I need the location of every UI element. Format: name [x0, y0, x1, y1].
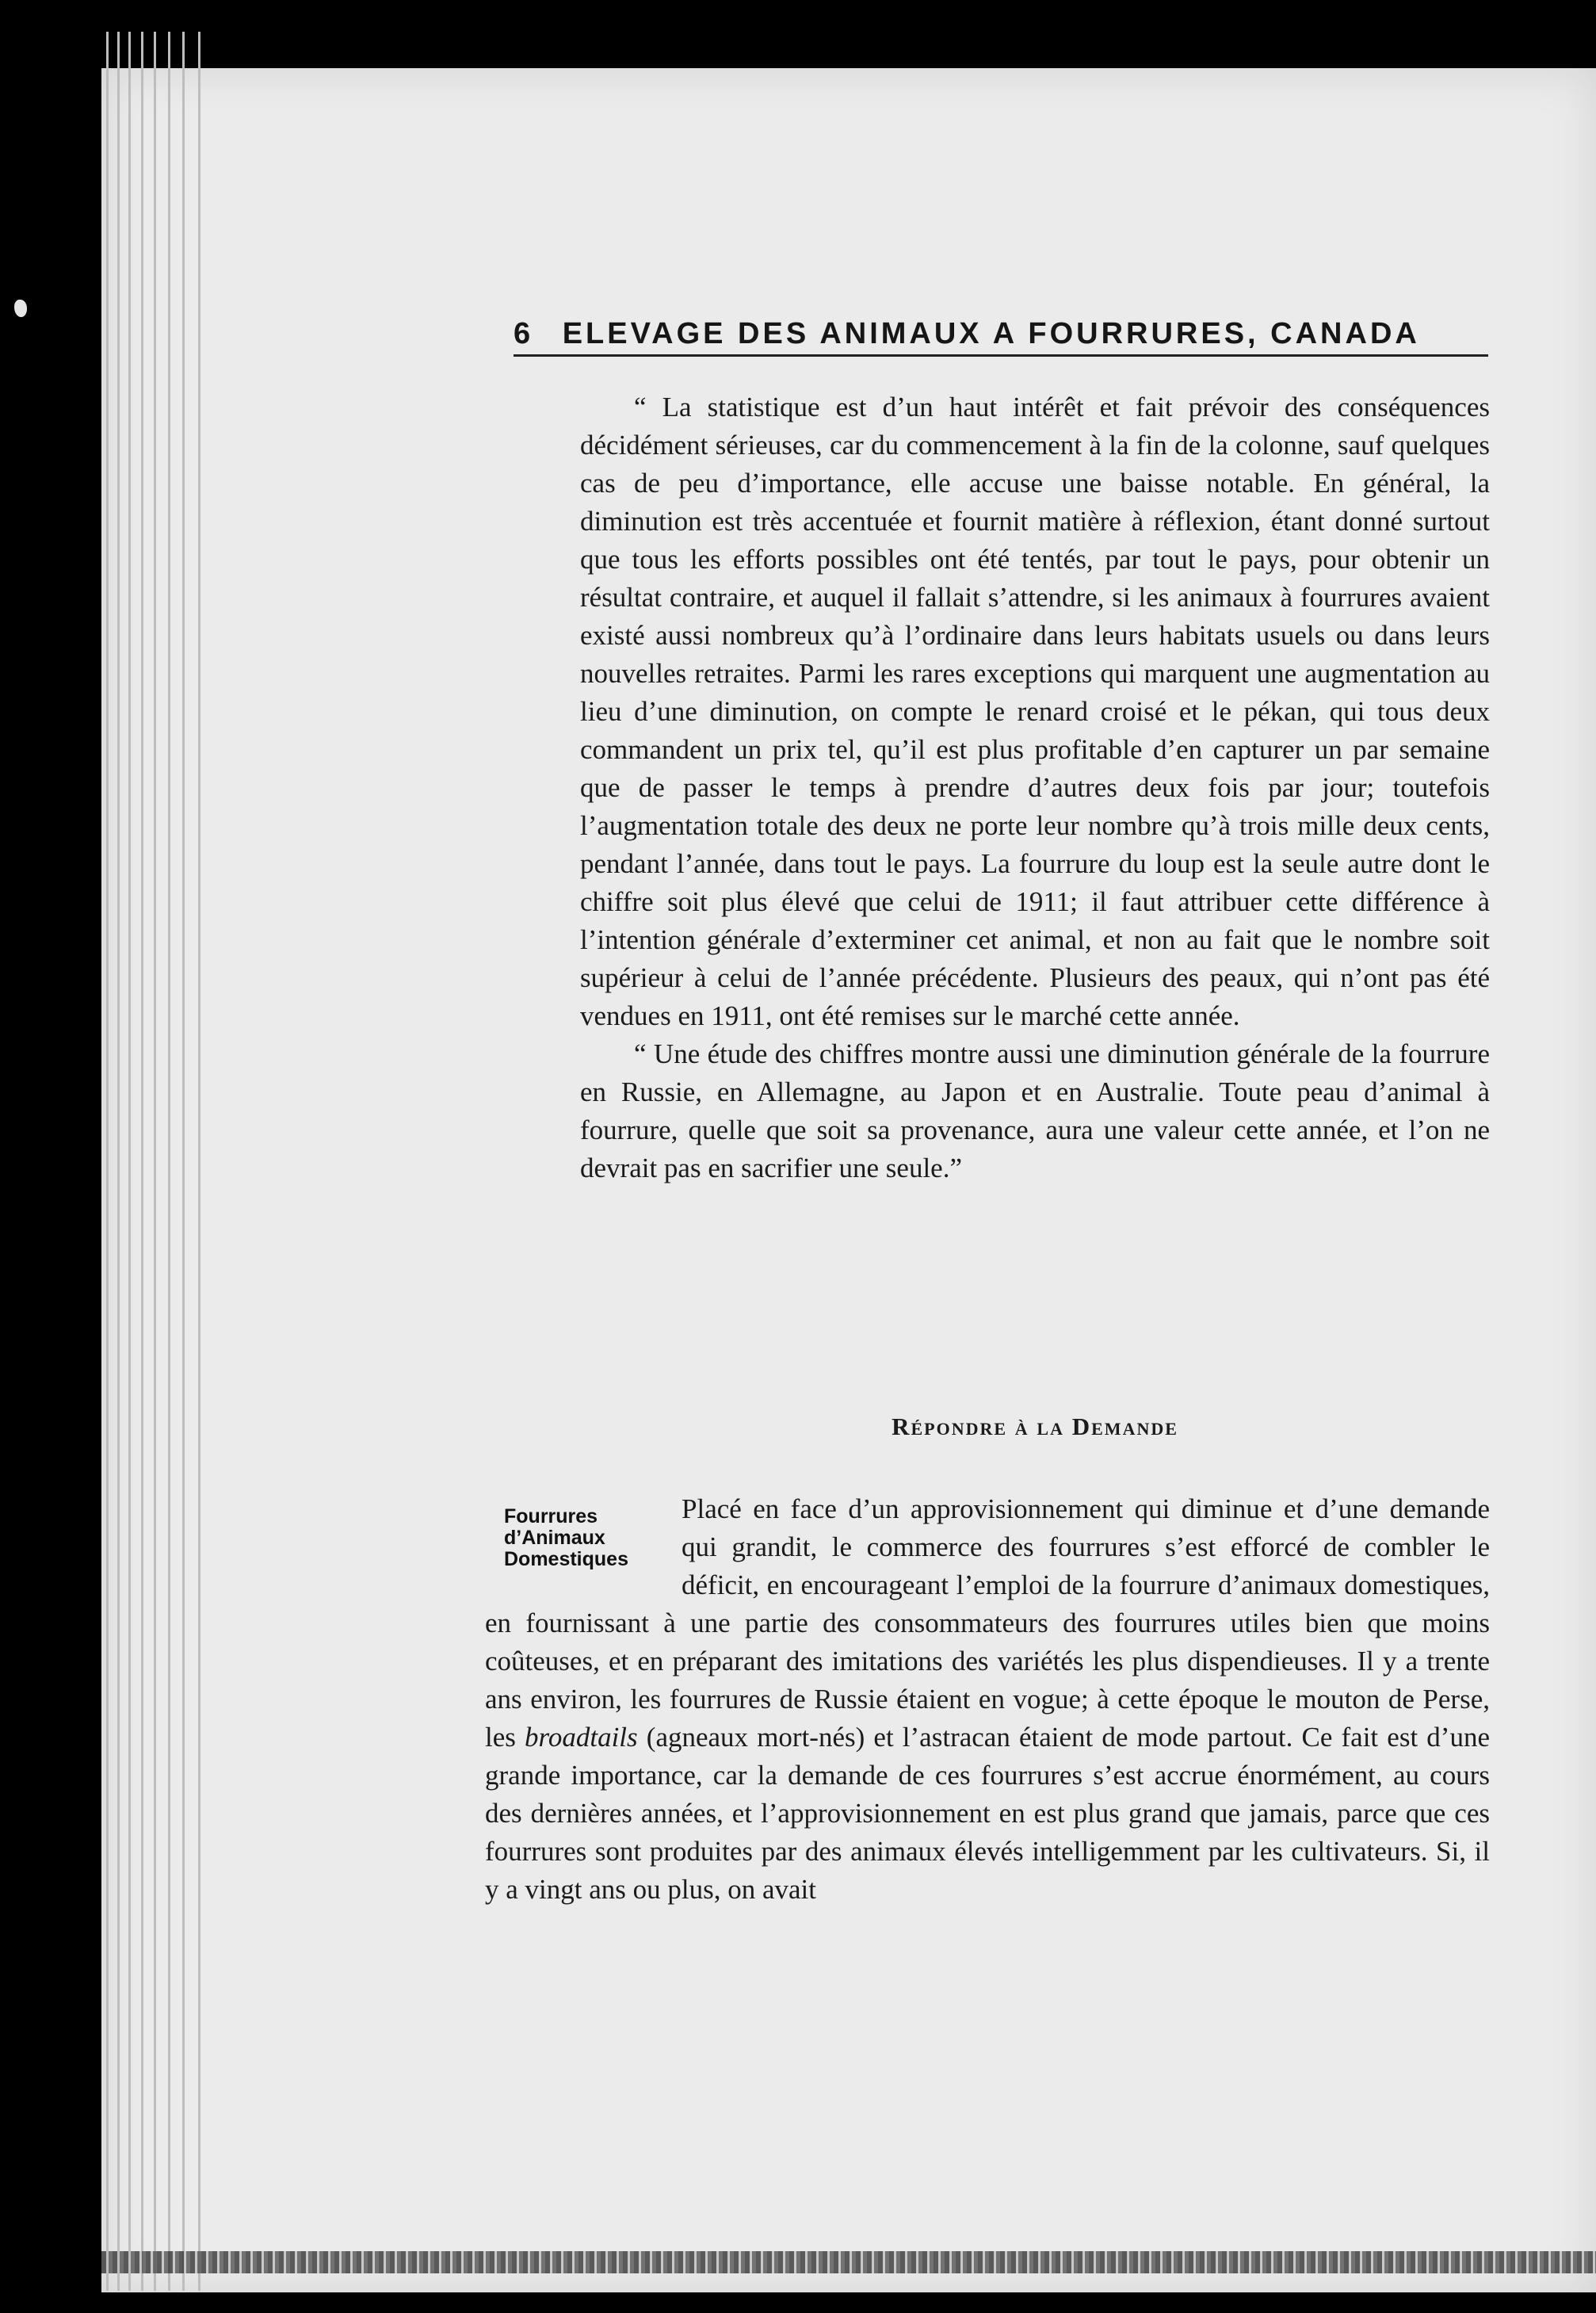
quote-paragraph-1: “ La statistique est d’un haut intérêt et fait prévoir des conséquences décidément sérieuses, car du commencement à la fin de la colonne, sauf quelques cas de peu d’importance, elle accuse une baisse notable. En général, la diminution est très accentuée et fournit matière à réflexion, étant donné surtout que tous les efforts possibles ont été tentés, par tout le pays, pour obtenir un résultat contraire, et auquel il fallait s’attendre, si les animaux à fourrures avaient existé aussi nombreux qu’à l’ordinaire dans leurs habitats usuels ou dans leurs nouvelles retraites. Parmi les rares exceptions qui marquent une augmentation au lieu d’une diminution, on compte le renard croisé et le pékan, qui tous deux commandent un prix tel, qu’il est plus profitable d’en capturer un par semaine que de passer le temps à prendre d’autres deux fois par jour; toutefois l’augmentation totale des deux ne porte leur nombre qu’à trois mille deux cents, pendant l’année, dans tout le pays. La fourrure du loup est la seule autre dont le chiffre soit plus élevé que celui de 1911; il faut attribuer cette différence à l’intention générale d’exterminer cet animal, et non au fait que le nombre soit supérieur à celui de l’année précédente. Plusieurs des peaux, qui n’ont pas été vendues en 1911, ont été remises sur le marché cette année. — [580, 392, 1490, 1031]
quoted-text — [580, 388, 1490, 1187]
quote-paragraph-2: “ Une étude des chiffres montre aussi une diminution générale de la fourrure en Russie, en Allemagne, au Japon et en Australie. Toute peau d’animal à fourrure, quelle que soit sa provenance, aura une valeur cette année, et l’on ne devrait pas en sacrifier une seule.” — [580, 1038, 1490, 1183]
marginal-note-space — [485, 1490, 682, 1604]
running-header — [514, 317, 1488, 357]
section-heading: Répondre à la Demande — [892, 1413, 1178, 1440]
page-bottom-edge — [101, 2251, 1596, 2273]
section-text-start: Placé en face d’un approvisionnement qui diminue et d’une demande qui grandit, le commerce des fourrures s’est efforcé de combler le déficit, en encourageant l’emploi de la fourrure d’animaux domestiques, en fournissant à une partie des consommateurs des fourrures utiles bien que moins coûteuses, et en préparant des imitations des variétés les plus dispendieuses. Il y a trente ans environ, les fourrures de Russie étaient en vogue; à cette époque le mouton de Perse, les — [485, 1493, 1490, 1753]
marginal-note-line-1: Fourrures — [504, 1505, 598, 1527]
italic-term: broadtails — [525, 1722, 638, 1753]
page-number: 6 — [514, 317, 534, 350]
section-body — [485, 1490, 1490, 1909]
marginal-note-line-3: Domestiques — [504, 1548, 628, 1570]
running-title: ELEVAGE DES ANIMAUX A FOURRURES, CANADA — [562, 317, 1420, 350]
marginal-note-line-2: d’Animaux — [504, 1527, 605, 1549]
section-text-end: (agneaux mort-nés) et l’astracan étaient de mode partout. Ce fait est d’une grande importance, car la demande de ces fourrures s’est accrue énormément, au cours des dernières années, et l’approvisionnement en est plus grand que jamais, parce que ces fourrures sont produites par des animaux élevés intelligemment par les cultivateurs. Si, il y a vingt ans ou plus, on avait — [485, 1722, 1490, 1905]
scan-speck — [14, 300, 27, 317]
